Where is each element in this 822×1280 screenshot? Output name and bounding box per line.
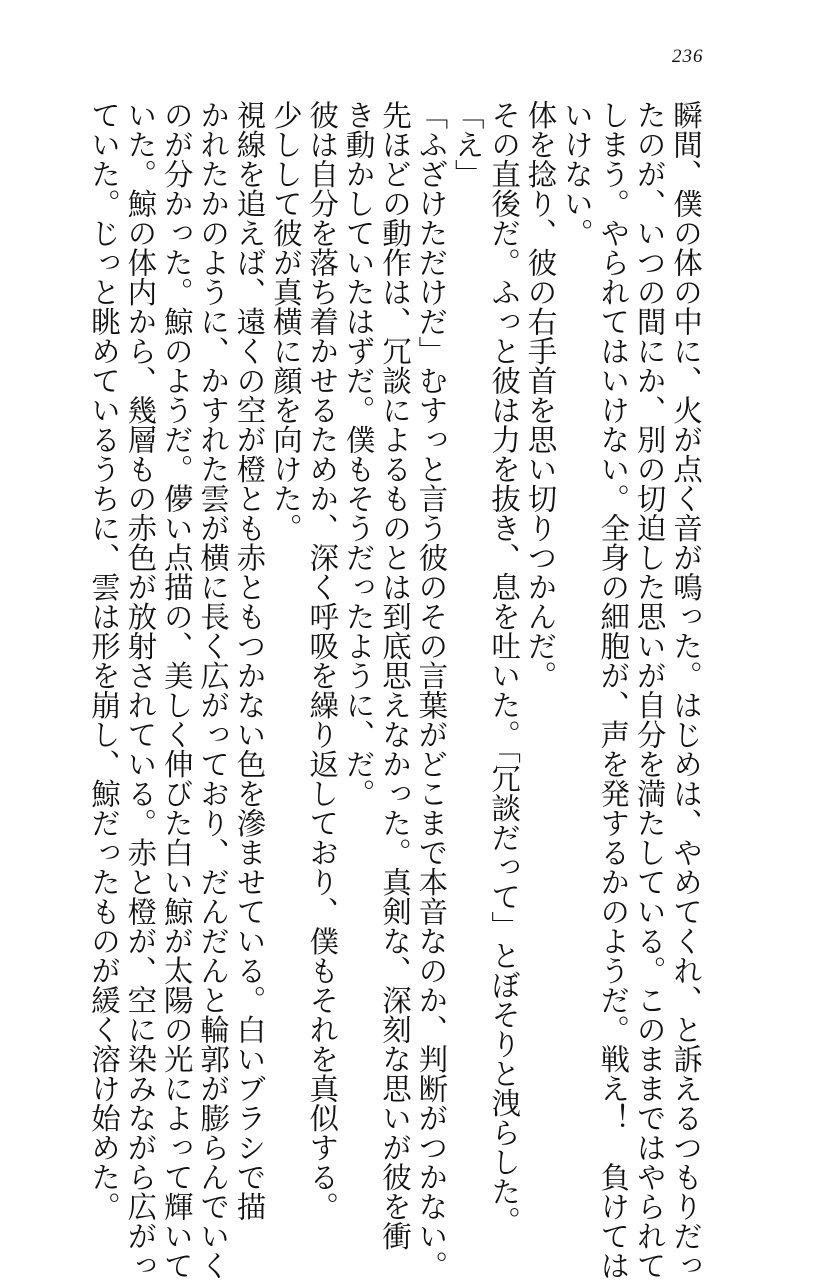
text-line: 先ほどの動作は、冗談によるものとは到底思えなかった。真剣な、深刻な思いが彼を衝 xyxy=(378,100,412,1251)
text-line: 「え」 xyxy=(450,100,485,189)
page-number: 236 xyxy=(672,46,704,67)
text-line: ていた。じっと眺めているうちに、雲は形を崩し、鯨だったものが緩く溶け始めた。 xyxy=(87,100,121,1221)
text-line: 体を捻り、彼の右手首を思い切りつかんだ。 xyxy=(523,100,558,690)
text-line: のが分かった。鯨のようだ。儚い点描の、美しく伸びた白い鯨が太陽の光によって輝いて xyxy=(159,100,194,1280)
text-line: 視線を追えば、遠くの空が橙とも赤ともつかない色を滲ませている。白いブラシで描 xyxy=(232,100,267,1221)
text-line: いた。鯨の体内から、幾層もの赤色が放射されている。赤と橙が、空に染みながら広がっ xyxy=(123,100,158,1280)
text-line: しまう。やられてはいけない。全身の細胞が、声を発するかのようだ。戦え！ 負けては xyxy=(596,100,631,1280)
vertical-text-block xyxy=(87,100,703,1280)
text-line: 彼は自分を落ち着かせるためか、深く呼吸を繰り返しており、僕もそれを真似する。 xyxy=(305,100,340,1221)
text-line: いけない。 xyxy=(559,100,594,248)
text-line: その直後だ。ふっと彼は力を抜き、息を吐いた。「冗談だって」とぼそりと洩らした。 xyxy=(487,100,522,1236)
text-line: 瞬間、僕の体の中に、火が点く音が鳴った。はじめは、やめてくれ、と訴えるつもりだっ xyxy=(669,100,703,1280)
text-line: かれたかのように、かすれた雲が横に長く広がっており、だんだんと輪郭が膨らんでいく xyxy=(196,100,231,1280)
text-line: 少しして彼が真横に顔を向けた。 xyxy=(268,100,303,543)
text-line: たのが、いつの間にか、別の切迫した思いが自分を満たしている。このままではやられて xyxy=(632,100,667,1280)
text-line: き動かしていたはずだ。僕もそうだったように、だ。 xyxy=(341,100,376,808)
text-line: 「ふざけただけだ」むすっと言う彼のその言葉がどこまで本音なのか、判断がつかない。 xyxy=(414,100,449,1280)
